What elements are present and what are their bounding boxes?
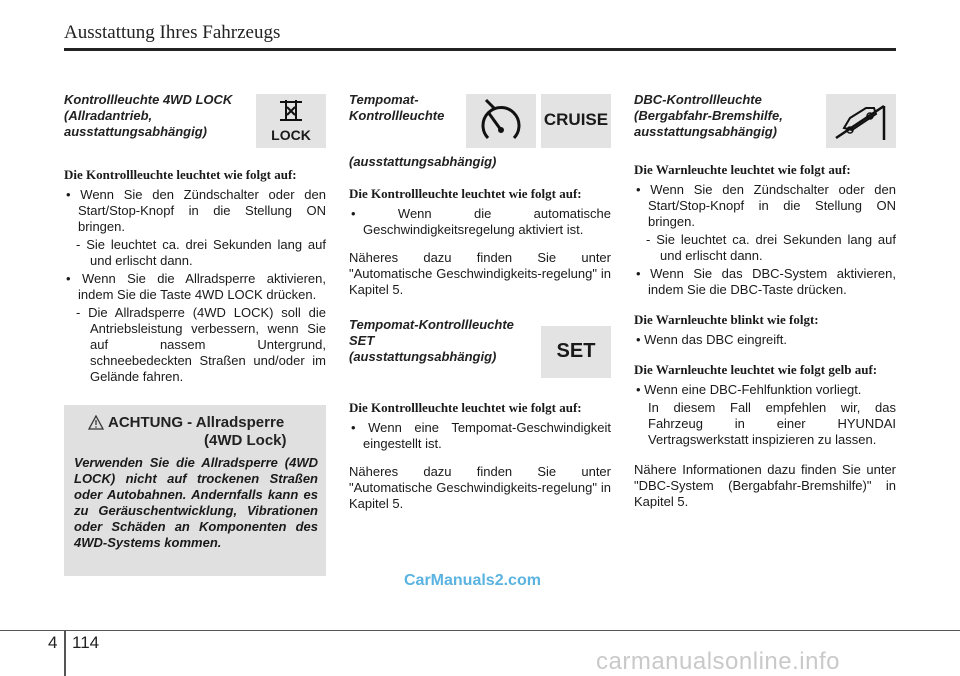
- warning-box: [64, 405, 326, 576]
- warning-heading-sub: Allradsperre: [195, 414, 285, 431]
- column-3: [634, 92, 896, 510]
- bullet-item: • Wenn Sie den Zündschalter oder den Start/Stop-Knopf in die Stellung ON bringen.: [636, 182, 896, 229]
- section-title-set-l3: (ausstattungsabhängig): [349, 349, 497, 364]
- footer-tick: [64, 630, 66, 676]
- lead-text: Die Kontrollleuchte leuchtet wie folgt auf:: [64, 167, 297, 182]
- watermark-carmanualsonline: carmanualsonline.info: [596, 648, 840, 675]
- warning-heading-sub2: (4WD Lock): [204, 432, 287, 449]
- lead-text: Die Kontrollleuchte leuchtet wie folgt auf:: [349, 400, 582, 415]
- lead-text: Die Warnleuchte leuchtet wie folgt auf:: [634, 162, 851, 177]
- section-title-set-l1: Tempomat-Kontrollleuchte: [349, 317, 514, 332]
- section-title-cruise-l3: (ausstattungsabhängig): [349, 154, 497, 169]
- lock-icon-label: LOCK: [271, 127, 311, 143]
- set-indicator-icon: [541, 326, 611, 378]
- paragraph: Nähere Informationen dazu finden Sie unter "DBC-System (Bergabfahr-Bremshilfe)" in Kapitel 5.: [634, 462, 896, 509]
- sub-item: In diesem Fall empfehlen wir, das Fahrzeug in einer HYUNDAI Vertragswerkstatt inspizieren zu lassen.: [648, 400, 896, 447]
- bullet-item: • Wenn die automatische Geschwindigkeitsregelung aktiviert ist.: [351, 206, 611, 237]
- page-header-title: Ausstattung Ihres Fahrzeugs: [64, 22, 281, 43]
- section-title-dbc-l3: ausstattungsabhängig): [634, 124, 778, 139]
- bullet-item: • Wenn Sie den Zündschalter oder den Start/Stop-Knopf in die Stellung ON bringen.: [66, 187, 326, 234]
- sub-item: - Die Allradsperre (4WD LOCK) soll die Antriebsleistung verbessern, wenn Sie auf nassem Untergrund, schneebedeckten Straßen und/oder im Gelände fahren.: [76, 305, 326, 384]
- bullet-item: • Wenn eine Tempomat-Geschwindigkeit eingestellt ist.: [351, 420, 611, 451]
- chapter-number: 4: [48, 633, 58, 652]
- paragraph: Näheres dazu finden Sie unter "Automatische Geschwindigkeits-regelung" in Kapitel 5.: [349, 250, 611, 297]
- watermark-carmanuals2: CarManuals2.com: [404, 572, 541, 589]
- bullet-item: • Wenn das DBC eingreift.: [636, 332, 787, 347]
- section-title-set-l2: SET: [349, 333, 375, 348]
- section-title-dbc-l1: DBC-Kontrollleuchte: [634, 92, 762, 107]
- bullet-item: • Wenn Sie das DBC-System aktivieren, indem Sie die DBC-Taste drücken.: [636, 266, 896, 297]
- section-title-cruise-l2: Kontrollleuchte: [349, 108, 445, 123]
- header-rule: [64, 48, 896, 51]
- section-title-4wd-l1: Kontrollleuchte 4WD LOCK: [64, 92, 233, 107]
- sub-item: - Sie leuchtet ca. drei Sekunden lang auf und erlischt dann.: [76, 237, 326, 268]
- column-1: [64, 92, 326, 385]
- warning-body: Verwenden Sie die Allradsperre (4WD LOCK) nicht auf trockenen Straßen oder Autobahnen. Andernfalls kann es zu Geräuschentwicklung, Vibrationen oder Schäden an Komponenten des 4WD-Systems kommen.: [74, 455, 318, 550]
- footer-rule: [0, 630, 960, 631]
- bullet-item: • Wenn Sie die Allradsperre aktivieren, indem Sie die Taste 4WD LOCK drücken.: [66, 271, 326, 302]
- section-title-4wd-l3: ausstattungsabhängig): [64, 124, 208, 139]
- lead-text: Die Warnleuchte leuchtet wie folgt gelb auf:: [634, 362, 878, 377]
- cruise-label: CRUISE: [543, 110, 609, 129]
- section-title-dbc-l2: (Bergabfahr-Bremshilfe,: [634, 108, 783, 123]
- set-label: SET: [556, 340, 596, 362]
- section-title-cruise-l1: Tempomat-: [349, 92, 419, 107]
- warning-heading: ACHTUNG -: [108, 414, 193, 431]
- warning-triangle-icon: [88, 415, 104, 430]
- bullet-item: • Wenn eine DBC-Fehlfunktion vorliegt.: [636, 382, 862, 397]
- paragraph: Näheres dazu finden Sie unter "Automatische Geschwindigkeits-regelung" in Kapitel 5.: [349, 464, 611, 511]
- section-title-4wd-l2: (Allradantrieb,: [64, 108, 153, 123]
- column-2: [349, 92, 611, 512]
- page-number: 114: [72, 633, 100, 652]
- sub-item: - Sie leuchtet ca. drei Sekunden lang auf und erlischt dann.: [646, 232, 896, 263]
- lead-text: Die Kontrollleuchte leuchtet wie folgt auf:: [349, 186, 582, 201]
- lead-text: Die Warnleuchte blinkt wie folgt:: [634, 312, 819, 327]
